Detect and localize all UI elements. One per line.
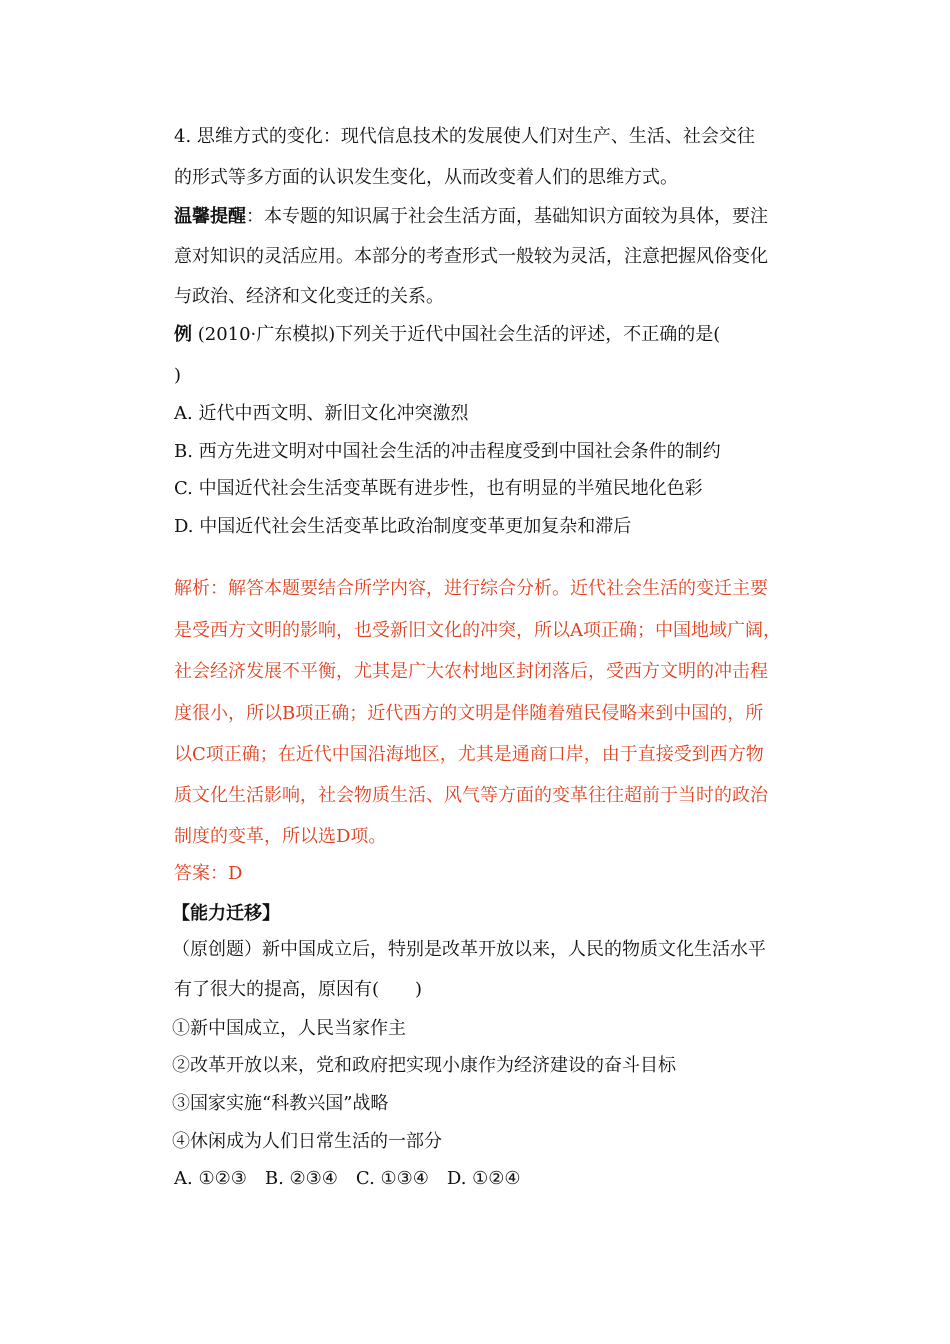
ability-choices: A. ①②③ B. ②③④ C. ①③④ D. ①②④	[174, 1168, 521, 1189]
example-question-line1	[174, 323, 834, 347]
analysis-line: 社会经济发展不平衡，尤其是广大农村地区封闭落后，受西方文明的冲击程	[174, 661, 768, 682]
analysis-line: 度很小，所以B项正确；近代西方的文明是伴随着殖民侵略来到中国的，所	[174, 703, 764, 724]
answer-text: 答案：D	[174, 863, 243, 884]
ability-question-line2: 有了很大的提高，原因有( )	[174, 979, 423, 1000]
example-option-d: D. 中国近代社会生活变革比政治制度变革更加复杂和滞后	[174, 516, 632, 537]
example-option-a: A. 近代中西文明、新旧文化冲突激烈	[174, 403, 469, 424]
analysis-line: 以C项正确；在近代中国沿海地区，尤其是通商口岸，由于直接受到西方物	[174, 744, 764, 765]
tip-line3: 与政治、经济和文化变迁的关系。	[174, 286, 444, 307]
analysis-line: 质文化生活影响，社会物质生活、风气等方面的变革往往超前于当时的政治	[174, 785, 768, 806]
ability-question-line1: （原创题）新中国成立后，特别是改革开放以来，人民的物质文化生活水平	[172, 939, 766, 960]
ability-item-3: ③国家实施“科教兴国”战略	[172, 1093, 389, 1114]
tip-line1	[174, 205, 834, 229]
analysis-line: 是受西方文明的影响，也受新旧文化的冲突，所以A项正确；中国地域广阔，	[174, 620, 781, 641]
example-question-line2: )	[174, 365, 182, 386]
example-option-b: B. 西方先进文明对中国社会生活的冲击程度受到中国社会条件的制约	[174, 441, 721, 462]
ability-item-4: ④休闲成为人们日常生活的一部分	[172, 1131, 442, 1152]
example-option-c: C. 中国近代社会生活变革既有进步性，也有明显的半殖民地化色彩	[174, 478, 703, 499]
example-label: 例	[174, 324, 192, 345]
ability-item-1: ①新中国成立，人民当家作主	[172, 1018, 406, 1039]
section4-line2: 的形式等多方面的认识发生变化，从而改变着人们的思维方式。	[174, 167, 678, 188]
tip-label: 温馨提醒	[174, 206, 246, 227]
ability-heading: 【能力迁移】	[172, 903, 280, 924]
example-question-text: (2010·广东模拟)下列关于近代中国社会生活的评述，不正确的是(	[192, 324, 721, 345]
analysis-line: 制度的变革，所以选D项。	[174, 826, 387, 847]
tip-text: ：本专题的知识属于社会生活方面，基础知识方面较为具体，要注	[246, 206, 768, 227]
section4-line1: 4. 思维方式的变化：现代信息技术的发展使人们对生产、生活、社会交往	[174, 126, 755, 147]
ability-item-2: ②改革开放以来，党和政府把实现小康作为经济建设的奋斗目标	[172, 1055, 676, 1076]
tip-line2: 意对知识的灵活应用。本部分的考查形式一般较为灵活，注意把握风俗变化	[174, 246, 768, 267]
analysis-line: 解析：解答本题要结合所学内容，进行综合分析。近代社会生活的变迁主要	[174, 578, 768, 599]
